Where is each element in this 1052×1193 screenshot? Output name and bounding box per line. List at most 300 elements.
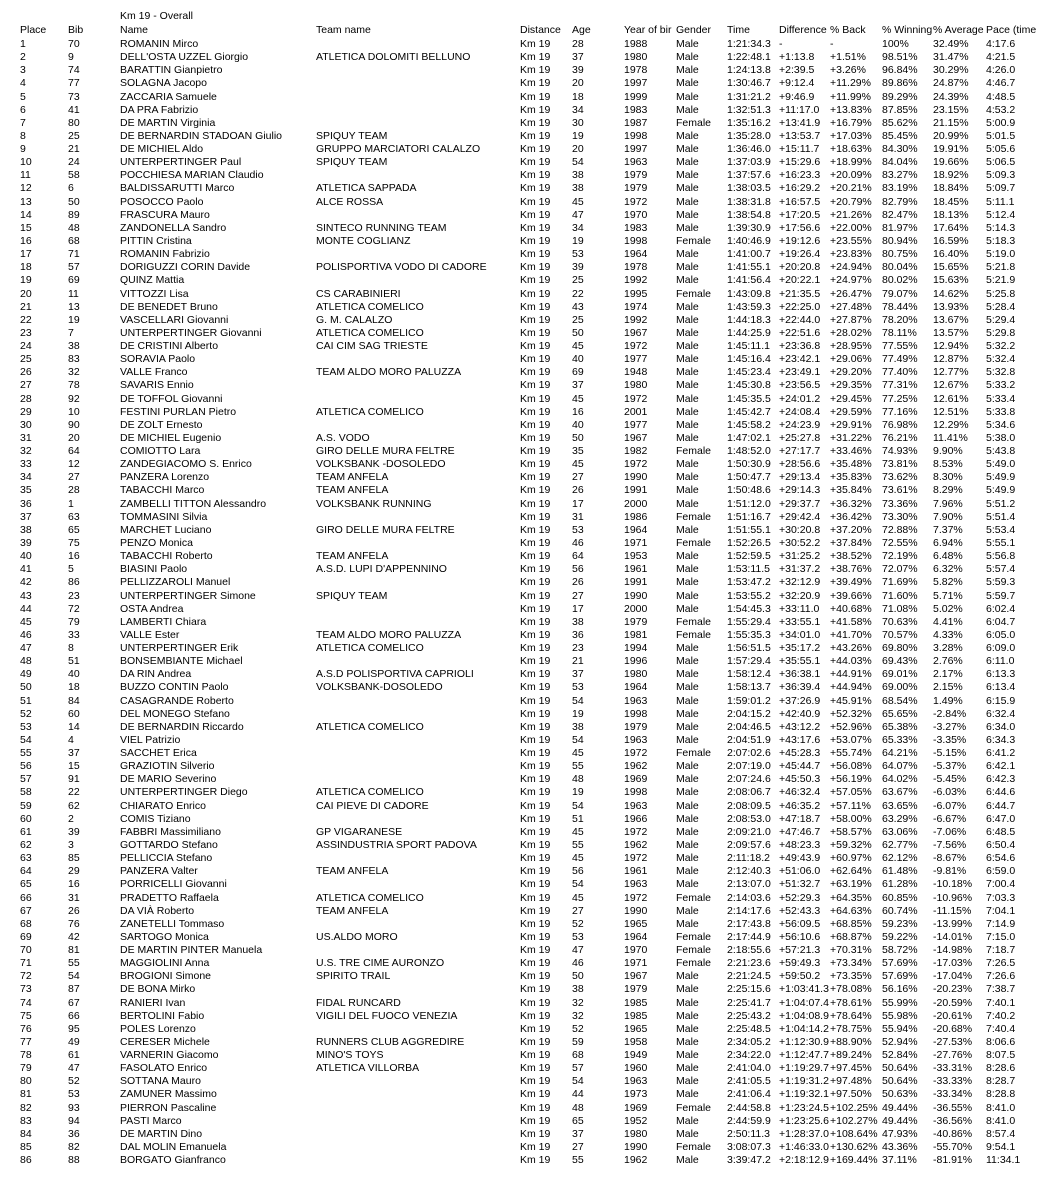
cell-name: PELLIZZAROLI Manuel	[120, 576, 231, 589]
cell-winning: 58.72%	[882, 944, 918, 956]
cell-year: 1963	[624, 878, 648, 891]
cell-gender: Male	[676, 143, 699, 155]
cell-pace: 9:54.1	[986, 1140, 1016, 1153]
cell-pace: 5:21.9	[986, 274, 1016, 287]
cell-year: 1972	[624, 747, 648, 759]
cell-pace: 5:43.8	[986, 445, 1016, 457]
cell-average: 8.30%	[933, 471, 963, 484]
cell-distance: Km 19	[520, 930, 551, 943]
cell-pace: 8:41.0	[986, 1114, 1016, 1127]
cell-time: 1:51:55.1	[727, 523, 771, 536]
cell-age: 55	[572, 760, 584, 773]
cell-name: UNTERPERTINGER Simone	[120, 589, 256, 602]
cell-year: 1991	[624, 484, 648, 497]
cell-difference: +48:23.3	[779, 838, 821, 851]
cell-distance: Km 19	[520, 838, 551, 851]
cell-name: PELLICCIA Stefano	[120, 852, 213, 865]
cell-age: 54	[572, 799, 584, 812]
cell-year: 1972	[624, 392, 648, 405]
cell-back: +108.64%	[830, 1127, 878, 1140]
cell-bib: 49	[68, 1035, 80, 1048]
cell-winning: 72.19%	[882, 550, 918, 563]
cell-team: MINO'S TOYS	[316, 1049, 384, 1061]
cell-gender: Female	[676, 747, 712, 759]
cell-time: 2:34:05.2	[727, 1035, 771, 1048]
cell-back: +3.26%	[830, 64, 866, 77]
cell-age: 25	[572, 313, 584, 326]
cell-gender: Male	[676, 523, 699, 536]
cell-winning: 49.44%	[882, 1101, 918, 1114]
cell-time: 2:41:05.5	[727, 1075, 771, 1088]
cell-back: +44.91%	[830, 668, 872, 681]
cell-name: COMIS Tiziano	[120, 812, 191, 825]
cell-pace: 4:46.7	[986, 77, 1016, 90]
cell-place: 45	[20, 615, 32, 628]
cell-place: 6	[20, 103, 26, 116]
cell-pace: 5:18.3	[986, 235, 1016, 247]
cell-difference: +27:17.7	[779, 445, 821, 457]
cell-time: 1:56:51.5	[727, 642, 771, 654]
cell-distance: Km 19	[520, 195, 551, 208]
cell-difference: +1:19:32.1	[779, 1088, 829, 1101]
cell-back: +44.94%	[830, 681, 872, 694]
cell-name: DE MARTIN Dino	[120, 1127, 203, 1140]
cell-name: FASOLATO Enrico	[120, 1062, 208, 1075]
cell-back: +1.51%	[830, 51, 866, 64]
cell-name: DE BERNARDIN Riccardo	[120, 720, 244, 733]
cell-winning: 69.43%	[882, 655, 918, 668]
cell-winning: 83.27%	[882, 169, 918, 182]
cell-average: -55.70%	[933, 1140, 973, 1153]
cell-back: +11.99%	[830, 90, 871, 103]
cell-average: 6.32%	[933, 563, 963, 576]
cell-gender: Male	[676, 694, 699, 707]
cell-winning: 76.21%	[882, 431, 918, 444]
cell-difference: +16:57.5	[779, 195, 821, 208]
cell-name: DAL MOLIN Emanuela	[120, 1140, 227, 1153]
cell-winning: 47.93%	[882, 1127, 918, 1140]
cell-average: 18.92%	[933, 169, 969, 182]
cell-difference: +9:46.9	[779, 90, 815, 103]
cell-age: 55	[572, 838, 584, 851]
cell-gender: Male	[676, 970, 699, 983]
cell-time: 1:35:28.0	[727, 129, 771, 142]
cell-distance: Km 19	[520, 510, 551, 523]
cell-distance: Km 19	[520, 497, 551, 510]
cell-time: 2:08:53.0	[727, 812, 771, 825]
cell-gender: Male	[676, 1022, 699, 1035]
cell-place: 51	[20, 694, 32, 707]
cell-back: +102.25%	[830, 1101, 878, 1114]
cell-difference: +56:10.6	[779, 930, 821, 943]
cell-age: 37	[572, 379, 584, 392]
cell-difference: +1:19:31.2	[779, 1075, 829, 1088]
cell-winning: 79.07%	[882, 287, 918, 300]
cell-time: 2:25:48.5	[727, 1022, 771, 1035]
cell-difference: +11:17.0	[779, 103, 820, 116]
cell-difference: +36:38.1	[779, 668, 821, 681]
cell-age: 20	[572, 77, 584, 90]
cell-gender: Male	[676, 589, 699, 602]
cell-age: 38	[572, 720, 584, 733]
cell-winning: 80.94%	[882, 235, 918, 247]
cell-average: 24.39%	[933, 90, 969, 103]
cell-team: ATLETICA COMELICO	[316, 720, 424, 733]
cell-gender: Male	[676, 195, 699, 208]
cell-difference: +19:26.4	[779, 248, 821, 261]
cell-distance: Km 19	[520, 458, 551, 471]
cell-year: 1990	[624, 589, 648, 602]
cell-pace: 6:44.7	[986, 799, 1016, 812]
cell-average: -5.15%	[933, 747, 967, 759]
cell-time: 1:32:51.3	[727, 103, 771, 116]
cell-difference: +1:04:07.4	[779, 996, 829, 1009]
cell-age: 59	[572, 1035, 584, 1048]
cell-bib: 53	[68, 1088, 80, 1101]
cell-age: 38	[572, 169, 584, 182]
cell-average: -10.96%	[933, 891, 973, 904]
cell-place: 21	[20, 300, 32, 313]
cell-winning: 73.36%	[882, 497, 918, 510]
cell-age: 69	[572, 366, 584, 379]
cell-year: 1963	[624, 694, 648, 707]
cell-average: -14.01%	[933, 930, 973, 943]
cell-back: +18.99%	[830, 156, 872, 169]
cell-name: DE MICHIEL Eugenio	[120, 431, 222, 444]
cell-pace: 5:29.8	[986, 326, 1016, 339]
cell-year: 1972	[624, 825, 648, 838]
cell-name: PITTIN Cristina	[120, 235, 192, 247]
cell-gender: Male	[676, 1062, 699, 1075]
cell-difference: +42:40.9	[779, 707, 821, 720]
cell-gender: Male	[676, 838, 699, 851]
cell-back: +22.00%	[830, 221, 872, 234]
cell-average: -8.67%	[933, 852, 967, 865]
cell-time: 1:21:34.3	[727, 38, 771, 50]
cell-place: 76	[20, 1022, 32, 1035]
cell-place: 75	[20, 1009, 32, 1022]
cell-team: FIDAL RUNCARD	[316, 996, 401, 1009]
cell-name: RANIERI Ivan	[120, 996, 186, 1009]
cell-gender: Male	[676, 576, 699, 589]
cell-gender: Male	[676, 655, 699, 668]
cell-time: 1:48:52.0	[727, 445, 771, 457]
cell-average: 15.65%	[933, 261, 969, 274]
cell-year: 1952	[624, 1114, 648, 1127]
cell-place: 55	[20, 747, 32, 759]
cell-gender: Male	[676, 904, 699, 917]
cell-gender: Male	[676, 471, 699, 484]
cell-year: 1948	[624, 366, 648, 379]
cell-name: SORAVIA Paolo	[120, 353, 196, 366]
header-place: Place	[20, 24, 47, 36]
cell-year: 1982	[624, 445, 648, 457]
cell-difference: +29:13.4	[779, 471, 821, 484]
cell-winning: 70.57%	[882, 628, 918, 641]
cell-name: BONSEMBIANTE Michael	[120, 655, 243, 668]
cell-gender: Female	[676, 944, 712, 956]
cell-name: COMIOTTO Lara	[120, 445, 201, 457]
cell-team: SPIQUY TEAM	[316, 129, 388, 142]
cell-difference: +1:12:30.9	[779, 1035, 829, 1048]
cell-team: RUNNERS CLUB AGGREDIRE	[316, 1035, 465, 1048]
cell-back: +29.45%	[830, 392, 872, 405]
cell-gender: Male	[676, 366, 699, 379]
cell-pace: 5:19.0	[986, 248, 1016, 261]
cell-back: +78.75%	[830, 1022, 872, 1035]
cell-year: 1996	[624, 655, 648, 668]
cell-back: +13.83%	[830, 103, 872, 116]
cell-winning: 55.98%	[882, 1009, 918, 1022]
cell-time: 1:38:31.8	[727, 195, 771, 208]
cell-age: 45	[572, 825, 584, 838]
cell-year: 1965	[624, 1022, 648, 1035]
cell-place: 53	[20, 720, 32, 733]
cell-pace: 7:40.2	[986, 1009, 1016, 1022]
cell-winning: 61.48%	[882, 865, 918, 878]
cell-bib: 16	[68, 878, 80, 891]
cell-pace: 7:40.4	[986, 1022, 1016, 1035]
cell-year: 1965	[624, 917, 648, 930]
cell-winning: 49.44%	[882, 1114, 918, 1127]
cell-average: -7.06%	[933, 825, 967, 838]
cell-bib: 36	[68, 1127, 80, 1140]
cell-time: 2:18:55.6	[727, 944, 771, 956]
cell-name: PASTI Marco	[120, 1114, 182, 1127]
cell-year: 1998	[624, 707, 648, 720]
cell-pace: 5:09.7	[986, 182, 1016, 195]
cell-pace: 4:21.5	[986, 51, 1016, 64]
cell-pace: 7:26.5	[986, 957, 1016, 970]
cell-place: 16	[20, 235, 32, 247]
cell-back: +70.31%	[830, 944, 872, 956]
cell-average: 3.28%	[933, 642, 963, 654]
cell-time: 1:58:12.4	[727, 668, 771, 681]
cell-pace: 5:34.6	[986, 418, 1016, 431]
cell-bib: 91	[68, 773, 80, 786]
cell-age: 37	[572, 51, 584, 64]
cell-average: -6.67%	[933, 812, 967, 825]
cell-year: 1997	[624, 143, 648, 155]
cell-difference: +16:29.2	[779, 182, 821, 195]
cell-name: SAVARIS Ennio	[120, 379, 194, 392]
header-winning: % Winning	[882, 24, 932, 36]
cell-age: 55	[572, 1154, 584, 1166]
cell-back: +16.79%	[830, 116, 872, 129]
cell-place: 67	[20, 904, 32, 917]
cell-place: 34	[20, 471, 32, 484]
cell-winning: 62.12%	[882, 852, 918, 865]
cell-age: 47	[572, 944, 584, 956]
cell-year: 1958	[624, 1035, 648, 1048]
cell-age: 56	[572, 865, 584, 878]
cell-gender: Male	[676, 340, 699, 352]
cell-place: 60	[20, 812, 32, 825]
cell-back: +57.11%	[830, 799, 871, 812]
cell-place: 63	[20, 852, 32, 865]
cell-name: CHIARATO Enrico	[120, 799, 206, 812]
cell-year: 1963	[624, 799, 648, 812]
cell-team: ATLETICA COMELICO	[316, 326, 424, 339]
cell-difference: +43:12.2	[779, 720, 821, 733]
cell-bib: 93	[68, 1101, 80, 1114]
cell-year: 1970	[624, 208, 648, 221]
cell-distance: Km 19	[520, 484, 551, 497]
cell-time: 1:37:57.6	[727, 169, 771, 182]
cell-back: +97.45%	[830, 1062, 872, 1075]
cell-difference: +1:04:14.2	[779, 1022, 829, 1035]
cell-team: US.ALDO MORO	[316, 930, 398, 943]
cell-name: DA VIÀ Roberto	[120, 904, 195, 917]
cell-year: 1980	[624, 1127, 648, 1140]
cell-team: GIRO DELLE MURA FELTRE	[316, 445, 455, 457]
cell-age: 27	[572, 1140, 584, 1153]
cell-bib: 22	[68, 786, 80, 799]
cell-time: 2:04:46.5	[727, 720, 771, 733]
cell-difference: +46:32.4	[779, 786, 821, 799]
cell-team: SINTECO RUNNING TEAM	[316, 221, 447, 234]
cell-bib: 12	[68, 458, 80, 471]
cell-team: ALCE ROSSA	[316, 195, 384, 208]
cell-year: 1997	[624, 77, 648, 90]
cell-age: 34	[572, 103, 584, 116]
header-year: Year of bir	[624, 24, 672, 36]
cell-difference: +56:09.5	[779, 917, 821, 930]
cell-name: PIERRON Pascaline	[120, 1101, 217, 1114]
cell-back: +169.44%	[830, 1154, 878, 1166]
cell-difference: +29:14.3	[779, 484, 821, 497]
cell-back: +68.85%	[830, 917, 872, 930]
cell-time: 1:30:46.7	[727, 77, 771, 90]
cell-year: 1960	[624, 1062, 648, 1075]
cell-year: 1985	[624, 996, 648, 1009]
cell-name: SOTTANA Mauro	[120, 1075, 201, 1088]
cell-difference: +17:20.5	[779, 208, 821, 221]
cell-name: FRASCURA Mauro	[120, 208, 210, 221]
cell-pace: 5:51.2	[986, 497, 1016, 510]
cell-age: 20	[572, 143, 584, 155]
cell-age: 43	[572, 300, 584, 313]
cell-place: 71	[20, 957, 32, 970]
cell-bib: 33	[68, 628, 80, 641]
cell-time: 2:34:22.0	[727, 1049, 771, 1061]
cell-age: 25	[572, 274, 584, 287]
cell-age: 68	[572, 1049, 584, 1061]
cell-distance: Km 19	[520, 156, 551, 169]
cell-time: 1:53:11.5	[727, 563, 771, 576]
cell-winning: 80.04%	[882, 261, 918, 274]
cell-place: 40	[20, 550, 32, 563]
cell-time: 2:07:19.0	[727, 760, 771, 773]
cell-year: 1991	[624, 576, 648, 589]
cell-place: 4	[20, 77, 26, 90]
cell-year: 1977	[624, 353, 648, 366]
cell-name: VIEL Patrizio	[120, 733, 181, 746]
cell-back: +35.48%	[830, 458, 872, 471]
cell-gender: Male	[676, 602, 699, 615]
cell-year: 1966	[624, 812, 648, 825]
cell-bib: 84	[68, 694, 80, 707]
cell-gender: Male	[676, 668, 699, 681]
cell-year: 1953	[624, 550, 648, 563]
cell-year: 1979	[624, 169, 648, 182]
cell-time: 2:12:40.3	[727, 865, 771, 878]
cell-place: 65	[20, 878, 32, 891]
cell-back: +59.32%	[830, 838, 872, 851]
cell-back: +58.00%	[830, 812, 872, 825]
cell-difference: +21:35.5	[779, 287, 821, 300]
cell-year: 1971	[624, 536, 648, 549]
cell-winning: 73.81%	[882, 458, 918, 471]
cell-place: 72	[20, 970, 32, 983]
cell-winning: 71.69%	[882, 576, 918, 589]
cell-gender: Male	[676, 64, 699, 77]
cell-bib: 78	[68, 379, 80, 392]
cell-place: 68	[20, 917, 32, 930]
cell-distance: Km 19	[520, 996, 551, 1009]
cell-bib: 70	[68, 38, 80, 50]
cell-winning: 69.80%	[882, 642, 918, 654]
cell-year: 1979	[624, 720, 648, 733]
cell-back: +29.06%	[830, 353, 872, 366]
cell-pace: 4:26.0	[986, 64, 1016, 77]
cell-average: -17.04%	[933, 970, 973, 983]
cell-gender: Female	[676, 957, 712, 970]
cell-pace: 6:04.7	[986, 615, 1016, 628]
cell-pace: 5:59.7	[986, 589, 1016, 602]
cell-team: A.S.D POLISPORTIVA CAPRIOLI	[316, 668, 474, 681]
cell-back: +36.42%	[830, 510, 872, 523]
cell-difference: +22:44.0	[779, 313, 821, 326]
cell-year: 1987	[624, 116, 648, 129]
cell-time: 1:43:09.8	[727, 287, 771, 300]
cell-winning: 73.61%	[882, 484, 918, 497]
cell-pace: 7:26.6	[986, 970, 1016, 983]
cell-name: DE TOFFOL Giovanni	[120, 392, 223, 405]
cell-place: 18	[20, 261, 32, 274]
cell-gender: Male	[676, 865, 699, 878]
cell-time: 1:22:48.1	[727, 51, 771, 64]
cell-team: SPIQUY TEAM	[316, 589, 388, 602]
cell-difference: +32:12.9	[779, 576, 821, 589]
cell-place: 31	[20, 431, 32, 444]
cell-bib: 72	[68, 602, 80, 615]
cell-difference: +20:22.1	[779, 274, 821, 287]
cell-difference: +23:56.5	[779, 379, 821, 392]
cell-time: 3:08:07.3	[727, 1140, 771, 1153]
cell-back: +63.19%	[830, 878, 872, 891]
cell-pace: 5:53.4	[986, 523, 1016, 536]
cell-distance: Km 19	[520, 38, 551, 50]
cell-average: 2.17%	[933, 668, 963, 681]
cell-distance: Km 19	[520, 418, 551, 431]
cell-year: 1999	[624, 90, 648, 103]
cell-winning: 85.62%	[882, 116, 918, 129]
cell-average: 18.13%	[933, 208, 969, 221]
cell-age: 28	[572, 38, 584, 50]
cell-team: MONTE COGLIANZ	[316, 235, 411, 247]
cell-year: 1983	[624, 103, 648, 116]
cell-place: 5	[20, 90, 26, 103]
cell-difference: +35:55.1	[779, 655, 821, 668]
cell-difference: +47:18.7	[779, 812, 821, 825]
cell-pace: 5:38.0	[986, 431, 1016, 444]
cell-difference: +25:27.8	[779, 431, 821, 444]
cell-average: -81.91%	[933, 1154, 973, 1166]
cell-distance: Km 19	[520, 431, 551, 444]
cell-time: 2:14:17.6	[727, 904, 771, 917]
cell-age: 53	[572, 681, 584, 694]
